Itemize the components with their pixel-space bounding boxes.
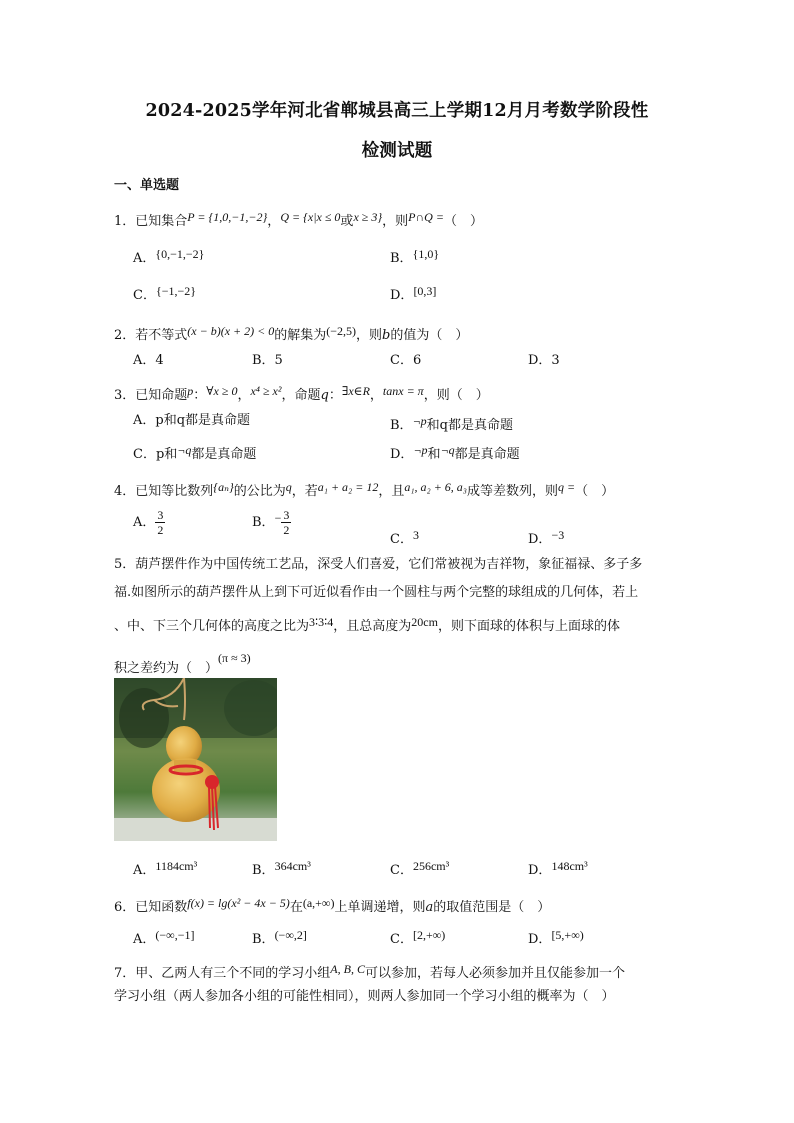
q3-option-c: C．p和¬q都是真命题 (133, 443, 257, 462)
q4-option-a: A． $\frac{3}{2}$ (133, 508, 164, 537)
intersection-expr: P∩Q = (408, 210, 444, 224)
q1-option-a: A．{0,−1,−2} (133, 247, 205, 266)
document-title-line1: 2024-2025学年河北省郸城县高三上学期12月月考数学阶段性 (145, 101, 649, 121)
set-q: Q = {x|x ≤ 0 (280, 210, 341, 224)
question-2-stem: 2．若不等式(x − b)(x + 2) < 0的解集为(−2,5)，则b的值为（ ） (114, 324, 469, 343)
q3-option-d: D．¬p和¬q都是真命题 (390, 443, 520, 462)
q4-option-b: B．− $\frac{3}{2}$ (252, 508, 290, 537)
question-1-stem: 1．已知集合P = {1,0,−1,−2}，Q = {x|x ≤ 0或x ≥ 3}，则P∩Q =（ ） (114, 210, 483, 229)
question-7-line2: 学习小组（两人参加各小组的可能性相同），则两人参加同一个学习小组的概率为（ ） (114, 989, 615, 1004)
question-3-stem: 3．已知命题p：∀x ≥ 0，x⁴ ≥ x²，命题q：∃x∈R，tanx = π，则（ ） (114, 384, 489, 403)
q5-option-d: D．148cm³ (528, 859, 588, 878)
q3-option-a: A．p和q都是真命题 (133, 413, 251, 428)
q4-option-d: D．−3 (528, 528, 565, 547)
q2-option-b: B．5 (252, 353, 283, 368)
section-heading: 一、单选题 (114, 178, 180, 193)
gourd-ornament-photo (114, 678, 277, 841)
q6-option-c: C．[2,+∞) (390, 928, 446, 947)
document-title-line2: 检测试题 (361, 141, 433, 161)
q6-option-a: A．(−∞,−1] (133, 928, 195, 947)
q5-option-a: A．1184cm³ (133, 859, 198, 878)
q2-option-d: D．3 (528, 353, 560, 368)
set-p: P = {1,0,−1,−2} (187, 210, 268, 224)
q2-option-a: A．4 (133, 353, 164, 368)
q4-option-c: C．3 (390, 528, 419, 547)
q2-option-c: C．6 (390, 353, 422, 368)
q1-option-c: C．{−1,−2} (133, 284, 197, 303)
q1-option-b: B．{1,0} (390, 247, 440, 266)
question-5-line4: 积之差约为（ ）(π ≈ 3) (114, 651, 251, 676)
question-5-line2: 福.如图所示的葫芦摆件从上到下可近似看作由一个圆柱与两个完整的球组成的几何体，若上 (114, 585, 639, 600)
q1-option-d: D．[0,3] (390, 284, 437, 303)
question-4-stem: 4．已知等比数列{aₙ}的公比为q，若a₁ + a₂ = 12，且a₁, a₂ + 6, a₃成等差数列，则q =（ ） (114, 480, 615, 499)
question-7-line1: 7．甲、乙两人有三个不同的学习小组A, B, C可以参加，若每人必须参加并且仅能参加一个 (114, 962, 625, 981)
q6-option-d: D．[5,+∞) (528, 928, 584, 947)
q6-option-b: B．(−∞,2] (252, 928, 307, 947)
question-6-stem: 6．已知函数f(x) = lg(x² − 4x − 5)在(a,+∞)上单调递增，则a的取值范围是（ ） (114, 896, 551, 915)
q3-option-b: B．¬p和q都是真命题 (390, 414, 513, 433)
q5-option-b: B．364cm³ (252, 859, 311, 878)
question-5-line3: 、中、下三个几何体的高度之比为3∶3∶4，且总高度为20cm，则下面球的体积与上面球的体 (114, 615, 620, 634)
q5-option-c: C．256cm³ (390, 859, 450, 878)
question-5-line1: 5．葫芦摆件作为中国传统工艺品，深受人们喜爱，它们常被视为吉祥物，象征福禄、多子多 (114, 557, 643, 572)
